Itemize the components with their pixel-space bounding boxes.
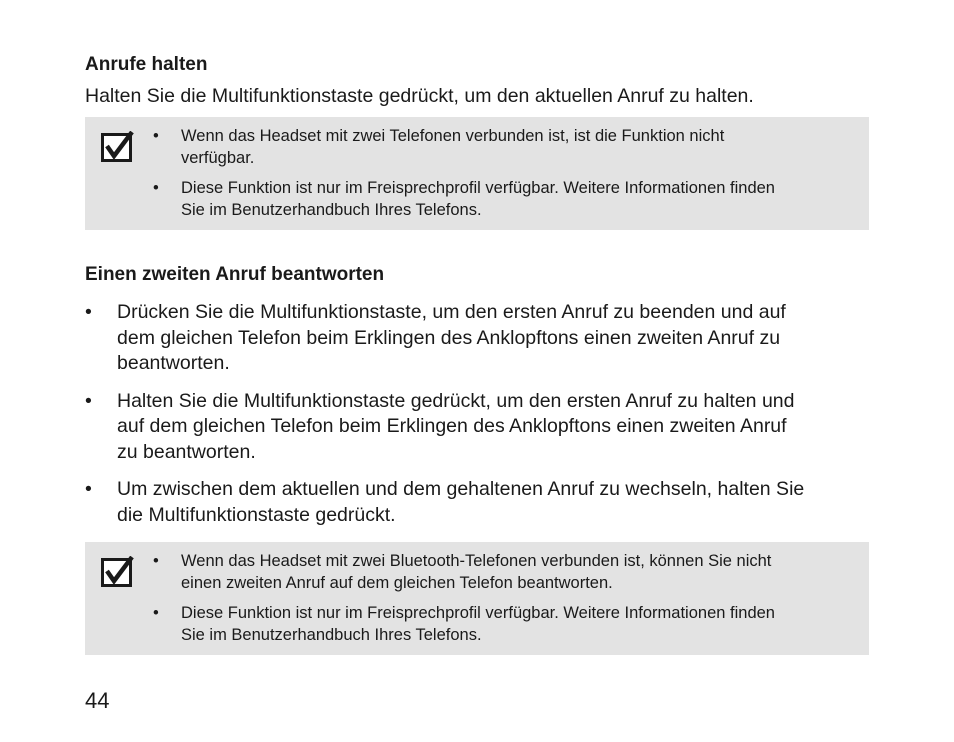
note-line: Wenn das Headset mit zwei Bluetooth-Telefonen verbunden ist, können Sie nicht [181,552,772,570]
bullet-icon: • [153,127,159,145]
checkbox-checked-icon [101,131,134,162]
note-box [85,117,869,230]
note-item [153,177,853,221]
section-heading-hold-call: Anrufe halten [85,54,208,75]
note-line: verfügbar. [181,149,255,167]
list-line: zu beantworten. [117,440,256,463]
list-line: dem gleichen Telefon beim Erklingen des Anklopftons einen zweiten Anruf zu [117,326,781,349]
note-box [85,542,869,655]
bullet-icon: • [85,478,92,500]
list-line: die Multifunktionstaste gedrückt. [117,503,396,526]
page-number: 44 [85,688,110,713]
list-item [85,477,875,528]
note-list [153,550,853,646]
section-heading-second-call: Einen zweiten Anruf beantworten [85,264,385,285]
checkbox-checked-icon [101,556,134,587]
list-line: Drücken Sie die Multifunktionstaste, um den ersten Anruf zu beenden und auf [117,301,786,323]
note-line: Diese Funktion ist nur im Freisprechprofil verfügbar. Weitere Informationen finden [181,604,775,622]
list-line: Halten Sie die Multifunktionstaste gedrückt, um den ersten Anruf zu halten und [117,389,795,412]
bullet-icon: • [85,301,92,323]
note-item [153,550,853,594]
bullet-icon: • [85,389,92,412]
note-line: Diese Funktion ist nur im Freisprechprofil verfügbar. Weitere Informationen finden [181,179,775,197]
note-line: Sie im Benutzerhandbuch Ihres Telefons. [181,626,482,644]
note-item [153,602,853,646]
list-item [85,389,875,466]
bullet-icon: • [153,552,159,570]
note-line: einen zweiten Anruf auf dem gleichen Telefon beantworten. [181,574,613,592]
instruction-list [85,300,875,528]
note-line: Wenn das Headset mit zwei Telefonen verbunden ist, ist die Funktion nicht [181,127,725,145]
bullet-icon: • [153,604,159,622]
list-line: beantworten. [117,352,230,374]
note-list [153,125,853,221]
list-line: Um zwischen dem aktuellen und dem gehaltenen Anruf zu wechseln, halten Sie [117,478,805,500]
list-item [85,300,875,377]
note-line: Sie im Benutzerhandbuch Ihres Telefons. [181,201,482,219]
bullet-icon: • [153,179,159,197]
section-text-hold-call: Halten Sie die Multifunktionstaste gedrückt, um den aktuellen Anruf zu halten. [85,85,754,107]
note-item [153,125,853,169]
list-line: auf dem gleichen Telefon beim Erklingen des Anklopftons einen zweiten Anruf [117,415,787,437]
